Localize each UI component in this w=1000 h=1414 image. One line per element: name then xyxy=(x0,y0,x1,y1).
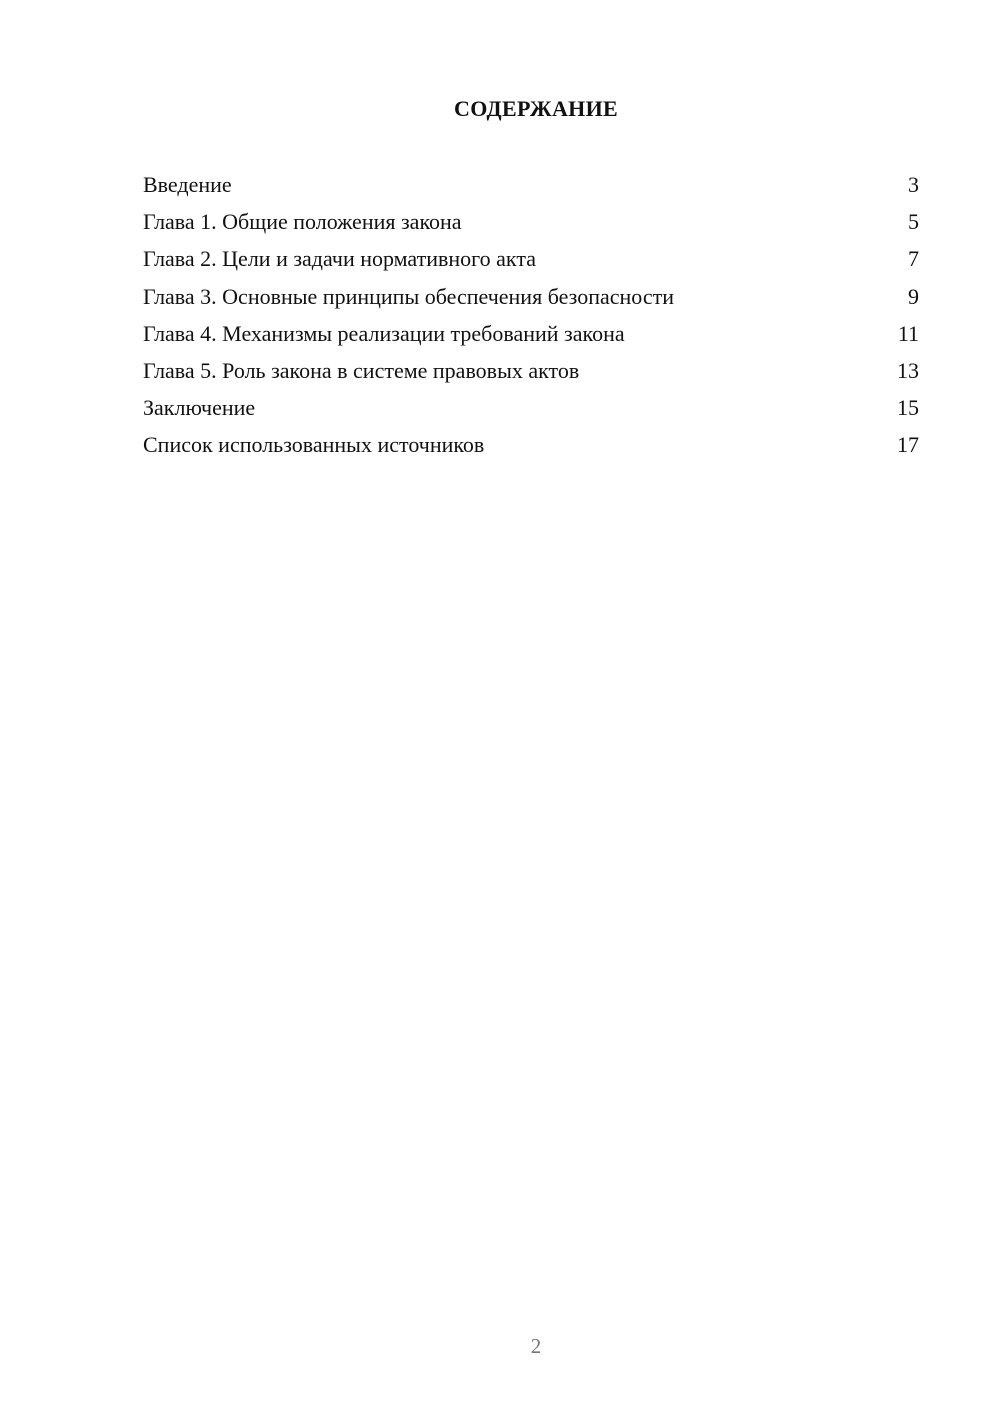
toc-entry-page: 9 xyxy=(908,283,919,309)
toc-entry-chapter-2 xyxy=(143,244,919,281)
page-number: 2 xyxy=(530,1334,542,1358)
toc-entry-chapter-4 xyxy=(143,319,919,356)
toc-entry-references xyxy=(143,430,919,467)
table-of-contents xyxy=(143,170,919,468)
toc-title: СОДЕРЖАНИЕ xyxy=(454,96,618,121)
toc-entry-chapter-5 xyxy=(143,356,919,393)
toc-entry-label: Глава 1. Общие положения закона xyxy=(143,209,462,235)
toc-entry-label: Глава 2. Цели и задачи нормативного акта xyxy=(143,246,536,272)
toc-entry-page: 15 xyxy=(897,395,919,421)
toc-entry-page: 5 xyxy=(908,209,919,235)
toc-entry-label: Заключение xyxy=(143,395,256,421)
toc-entry-page: 11 xyxy=(897,320,919,346)
toc-entry-conclusion xyxy=(143,393,919,430)
toc-entry-label: Глава 5. Роль закона в системе правовых актов xyxy=(143,357,580,383)
toc-entry-label: Введение xyxy=(143,172,232,197)
toc-entry-page: 17 xyxy=(897,432,919,458)
toc-entry-chapter-1 xyxy=(143,207,919,244)
toc-entry-chapter-3 xyxy=(143,282,919,319)
toc-entry-page: 7 xyxy=(908,246,919,272)
toc-entry-label: Глава 3. Основные принципы обеспечения безопасности xyxy=(143,283,674,309)
toc-entry-introduction xyxy=(143,170,919,207)
toc-entry-page: 3 xyxy=(908,172,919,197)
toc-entry-label: Список использованных источников xyxy=(143,432,485,458)
toc-entry-label: Глава 4. Механизмы реализации требований закона xyxy=(143,320,625,346)
toc-entry-page: 13 xyxy=(897,357,919,383)
